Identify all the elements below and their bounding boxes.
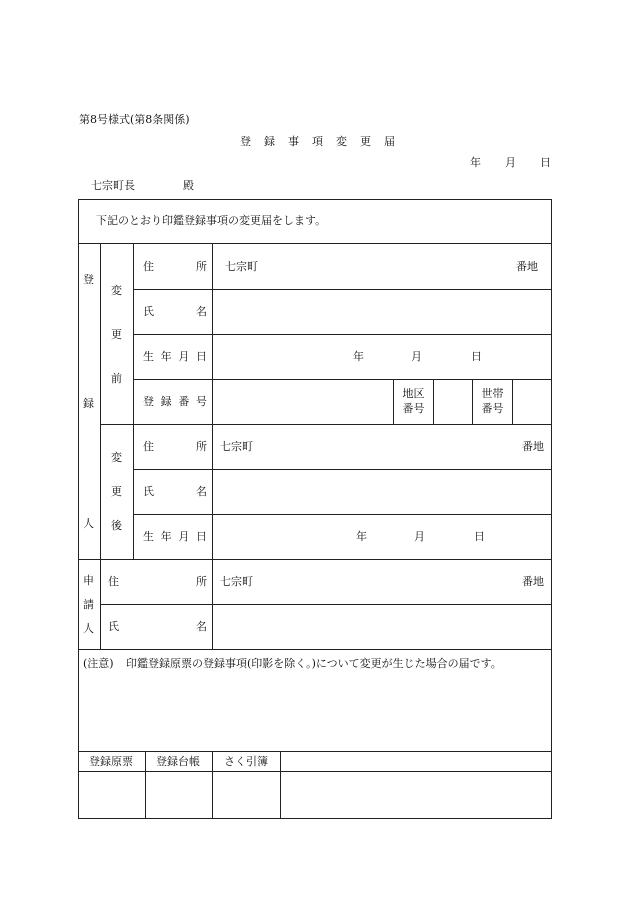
before-label-3: 前 (111, 372, 122, 385)
district-number-label: 地区 番号 (402, 387, 425, 415)
before-address-suffix: 番地 (516, 260, 538, 273)
applicant-label-3: 人 (83, 622, 94, 635)
household-number-label: 世帯 番号 (481, 387, 504, 415)
registrant-label-1: 登 (83, 273, 94, 286)
footer-col-register-ledger: 登録台帳 (156, 755, 200, 768)
applicant-address-label: 住 所 (108, 575, 207, 588)
applicant-address-prefix: 七宗町 (220, 575, 253, 588)
statement-text: 下記のとおり印鑑登録事項の変更届をします。 (96, 214, 327, 227)
after-birth-month: 月 (414, 530, 425, 543)
before-address-label: 住 所 (143, 260, 207, 273)
after-name-label: 氏 名 (143, 485, 207, 498)
registrant-label-2: 録 (83, 397, 94, 410)
after-address-label: 住 所 (143, 440, 207, 453)
date-month-label: 月 (505, 156, 516, 169)
before-address-prefix: 七宗町 (225, 260, 258, 273)
date-day-label: 日 (540, 156, 551, 169)
before-birth-month: 月 (411, 350, 422, 363)
footer-col-register-original: 登録原票 (89, 755, 133, 768)
form-title: 登録事項変更届 (240, 135, 408, 148)
reg-number-label: 登 録 番 号 (143, 395, 207, 408)
after-birth-year: 年 (356, 530, 367, 543)
before-birthdate-label: 生 年 月 日 (143, 350, 207, 363)
after-label-3: 後 (111, 519, 122, 532)
footer-col-index-book: さく引簿 (224, 755, 268, 768)
after-address-prefix: 七宗町 (220, 440, 253, 453)
before-label-1: 変 (111, 284, 122, 297)
after-label-2: 更 (111, 485, 122, 498)
before-label-2: 更 (111, 328, 122, 341)
date-year-label: 年 (470, 156, 481, 169)
note-text: 印鑑登録原票の登録事項(印影を除く。)について変更が生じた場合の届です。 (126, 657, 502, 670)
after-birthdate-label: 生 年 月 日 (143, 530, 207, 543)
addressee: 七宗町長 (91, 179, 135, 192)
after-address-suffix: 番地 (522, 440, 544, 453)
after-label-1: 変 (111, 451, 122, 464)
form-frame (78, 199, 552, 819)
after-birth-day: 日 (474, 530, 485, 543)
form-number: 第8号様式(第8条関係) (79, 113, 190, 126)
honorific: 殿 (183, 179, 194, 192)
applicant-name-label: 氏 名 (108, 620, 207, 633)
before-name-label: 氏 名 (143, 305, 207, 318)
note-label: (注意) (83, 657, 114, 670)
before-birth-day: 日 (471, 350, 482, 363)
applicant-address-suffix: 番地 (522, 575, 544, 588)
applicant-label-1: 申 (83, 574, 94, 587)
applicant-label-2: 請 (83, 598, 94, 611)
before-birth-year: 年 (353, 350, 364, 363)
registrant-label-3: 人 (83, 517, 94, 530)
